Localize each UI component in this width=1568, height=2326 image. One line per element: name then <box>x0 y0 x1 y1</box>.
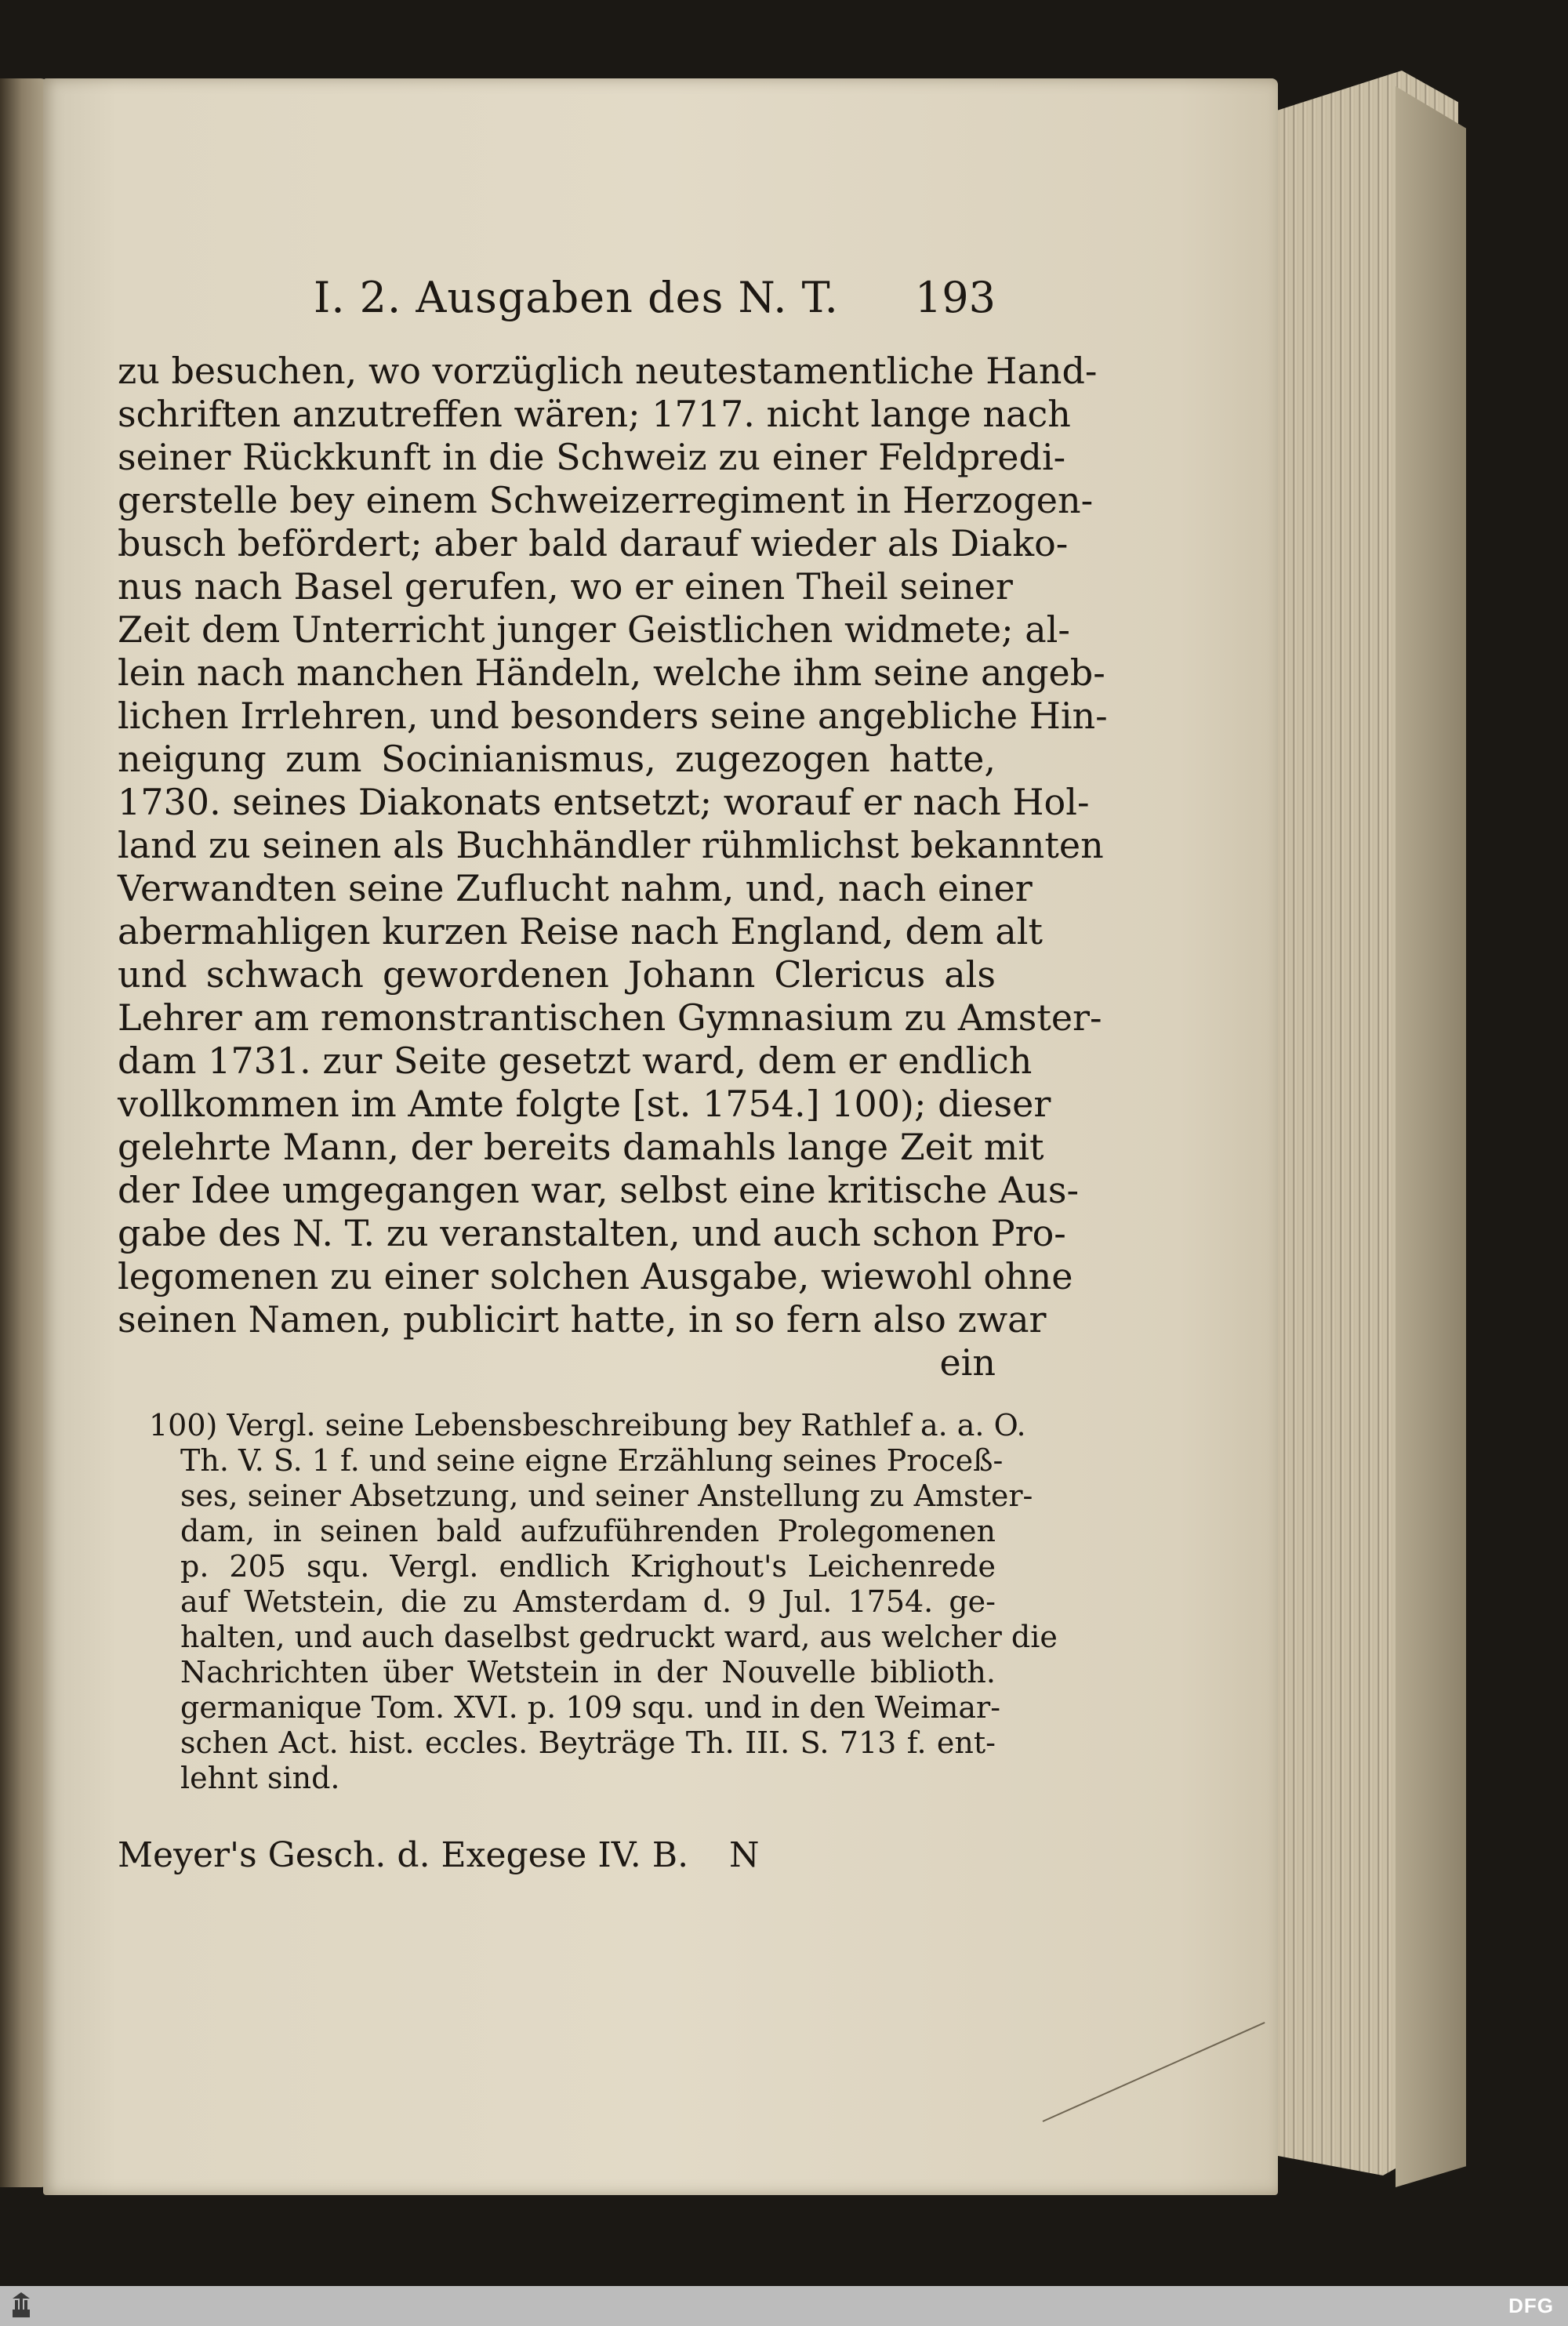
text-line: Zeit dem Unterricht junger Geistlichen widmete; al- <box>118 608 1070 651</box>
running-head: I. 2. Ausgaben des N. T. <box>314 273 839 322</box>
text-line: lein nach manchen Händeln, welche ihm seine angeb- <box>118 651 1105 694</box>
gathering-mark: N <box>729 1835 760 1875</box>
page-number: 193 <box>914 273 996 322</box>
page-text-block <box>118 267 1108 1882</box>
book-back-cover <box>1396 86 1466 2187</box>
footnote-line: Th. V. S. 1 f. und seine eigne Erzählung seines Proceß- <box>180 1443 1004 1478</box>
dfg-watermark: DFG <box>1508 2294 1554 2317</box>
text-line: seinen Namen, publicirt hatte, in so fern also zwar <box>118 1298 1047 1341</box>
text-line: lichen Irrlehren, und besonders seine angebliche Hin- <box>118 695 1108 737</box>
page-header <box>118 267 996 337</box>
text-line: gelehrte Mann, der bereits damahls lange Zeit mit <box>118 1126 1044 1168</box>
text-line: der Idee umgegangen war, selbst eine kritische Aus- <box>118 1169 1079 1211</box>
text-line: land zu seinen als Buchhändler rühmlichst bekannten <box>118 824 1104 866</box>
catchword: ein <box>939 1341 996 1384</box>
text-line: abermahligen kurzen Reise nach England, dem alt <box>118 910 1044 953</box>
main-text <box>118 350 1108 1384</box>
footnote-line: ses, seiner Absetzung, und seiner Anstellung zu Amster- <box>180 1479 1033 1513</box>
text-line: legomenen zu einer solchen Ausgabe, wiewohl ohne <box>118 1255 1073 1297</box>
footnote-line: p. 205 squ. Vergl. endlich Krighout's Leichenrede <box>180 1549 996 1584</box>
text-line: vollkommen im Amte folgte [st. 1754.] 100); dieser <box>118 1083 1051 1125</box>
facing-page-edge <box>0 78 49 2187</box>
text-line: zu besuchen, wo vorzüglich neutestamentliche Hand- <box>118 350 1098 392</box>
text-line: gerstelle bey einem Schweizerregiment in Herzogen- <box>118 479 1094 521</box>
text-line: 1730. seines Diakonats entsetzt; worauf er nach Hol- <box>118 781 1090 823</box>
signature-line: Meyer's Gesch. d. Exegese IV. B. <box>118 1835 689 1875</box>
text-line: dam 1731. zur Seite gesetzt ward, dem er endlich <box>118 1040 1033 1082</box>
viewer-footer-bar <box>0 2286 1568 2326</box>
text-line: nus nach Basel gerufen, wo er einen Theil seiner <box>118 565 1013 608</box>
page-footer <box>118 1835 996 1882</box>
text-line: Verwandten seine Zuflucht nahm, und, nach einer <box>118 867 1033 909</box>
text-line: Lehrer am remonstrantischen Gymnasium zu Amster- <box>118 996 1102 1039</box>
footnote-line: 100) Vergl. seine Lebensbeschreibung bey Rathlef a. a. O. <box>149 1408 1026 1442</box>
library-emblem-icon <box>9 2292 33 2319</box>
text-line: und schwach gewordenen Johann Clericus als <box>118 953 996 996</box>
text-line: busch befördert; aber bald darauf wieder als Diako- <box>118 522 1069 564</box>
footnote-line: lehnt sind. <box>180 1761 340 1795</box>
footnote-line: auf Wetstein, die zu Amsterdam d. 9 Jul. 1754. ge- <box>180 1584 996 1619</box>
text-line: gabe des N. T. zu veranstalten, und auch schon Pro- <box>118 1212 1066 1254</box>
footnote-line: germanique Tom. XVI. p. 109 squ. und in den Weimar- <box>180 1690 1001 1725</box>
text-line: schriften anzutreffen wären; 1717. nicht lange nach <box>118 393 1071 435</box>
text-line: neigung zum Socinianismus, zugezogen hatte, <box>118 738 996 780</box>
footnote-line: dam, in seinen bald aufzuführenden Prolegomenen <box>180 1514 996 1548</box>
text-line: seiner Rückkunft in die Schweiz zu einer Feldpredi- <box>118 436 1066 478</box>
footnote-line: Nachrichten über Wetstein in der Nouvelle biblioth. <box>180 1655 996 1689</box>
footnote-line: schen Act. hist. eccles. Beyträge Th. III. S. 713 f. ent- <box>180 1725 996 1760</box>
footnote-block <box>118 1408 1058 1796</box>
footnote-line: halten, und auch daselbst gedruckt ward, aus welcher die <box>180 1620 1058 1654</box>
